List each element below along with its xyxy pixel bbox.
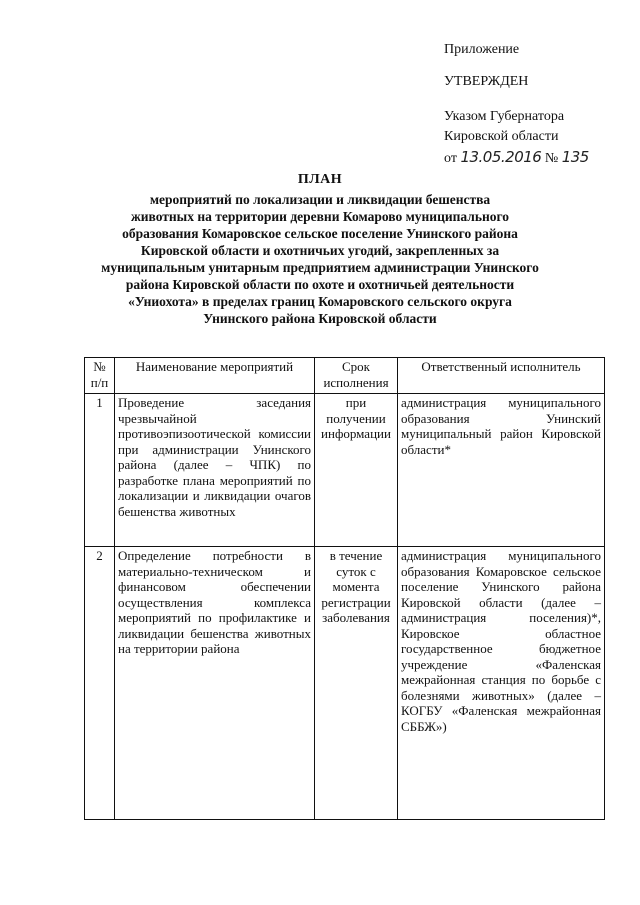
title-line: муниципальным унитарным предприятием администрации Унинского xyxy=(101,260,539,275)
row-responsible: администрация муниципального образования Комаровское сельское поселение Унинского района Кировской области (далее – администрация поселения)*, Кировское областное государственное бюджетное учреждение «Фаленская межрайонная станция по борьбе с болезнями животных» (далее – КОГБУ «Фаленская межрайонная СББЖ») xyxy=(398,547,605,820)
header-name: Наименование мероприятий xyxy=(115,358,315,394)
row-num: 1 xyxy=(85,394,115,547)
title-line: Унинского района Кировской области xyxy=(203,311,437,326)
header-term: Срок исполнения xyxy=(315,358,398,394)
header-responsible: Ответственный исполнитель xyxy=(398,358,605,394)
table-header-row xyxy=(85,358,605,394)
title-line: Кировской области и охотничьих угодий, закрепленных за xyxy=(140,243,500,258)
plan-table xyxy=(84,357,605,820)
plan-title xyxy=(70,171,570,327)
table-row xyxy=(85,547,605,820)
header-num: № п/п xyxy=(85,358,115,394)
row-num: 2 xyxy=(85,547,115,820)
decree-date-line xyxy=(444,147,589,169)
plan-heading: ПЛАН xyxy=(297,172,343,187)
row-name: Проведение заседания чрезвычайной противоэпизоотической комиссии при администрации Унинского района (далее – ЧПК) по разработке плана мероприятий по локализации и ликвидации очагов бешенства животных xyxy=(115,394,315,547)
title-line: «Униохота» в пределах границ Комаровского сельского округа xyxy=(128,294,512,309)
title-line: района Кировской области по охоте и охотничьей деятельности xyxy=(125,277,515,292)
row-term: при получении информации xyxy=(315,394,398,547)
decree-number: 135 xyxy=(561,148,589,166)
table-row xyxy=(85,394,605,547)
approved-label: УТВЕРЖДЕН xyxy=(444,74,529,89)
decree-line-1: Указом Губернатора xyxy=(444,109,565,124)
decree-date: 13.05.2016 xyxy=(460,148,542,166)
decree-line-2: Кировской области xyxy=(444,129,559,144)
title-line: образования Комаровское сельское поселение Унинского района xyxy=(122,226,518,241)
row-name: Определение потребности в материально-техническом и финансовом обеспечении осуществления комплекса мероприятий по профилактике и ликвидации бешенства животных на территории района xyxy=(115,547,315,820)
approval-block xyxy=(444,40,589,169)
title-line: животных на территории деревни Комарово муниципального xyxy=(130,209,510,224)
title-line: мероприятий по локализации и ликвидации бешенства xyxy=(149,192,491,207)
row-responsible: администрация муниципального образования Унинский муниципальный район Кировской области* xyxy=(398,394,605,547)
row-term: в течение суток с момента регистрации заболевания xyxy=(315,547,398,820)
number-label: № xyxy=(544,151,559,166)
from-label: от xyxy=(444,151,457,166)
appendix-label: Приложение xyxy=(444,42,520,57)
